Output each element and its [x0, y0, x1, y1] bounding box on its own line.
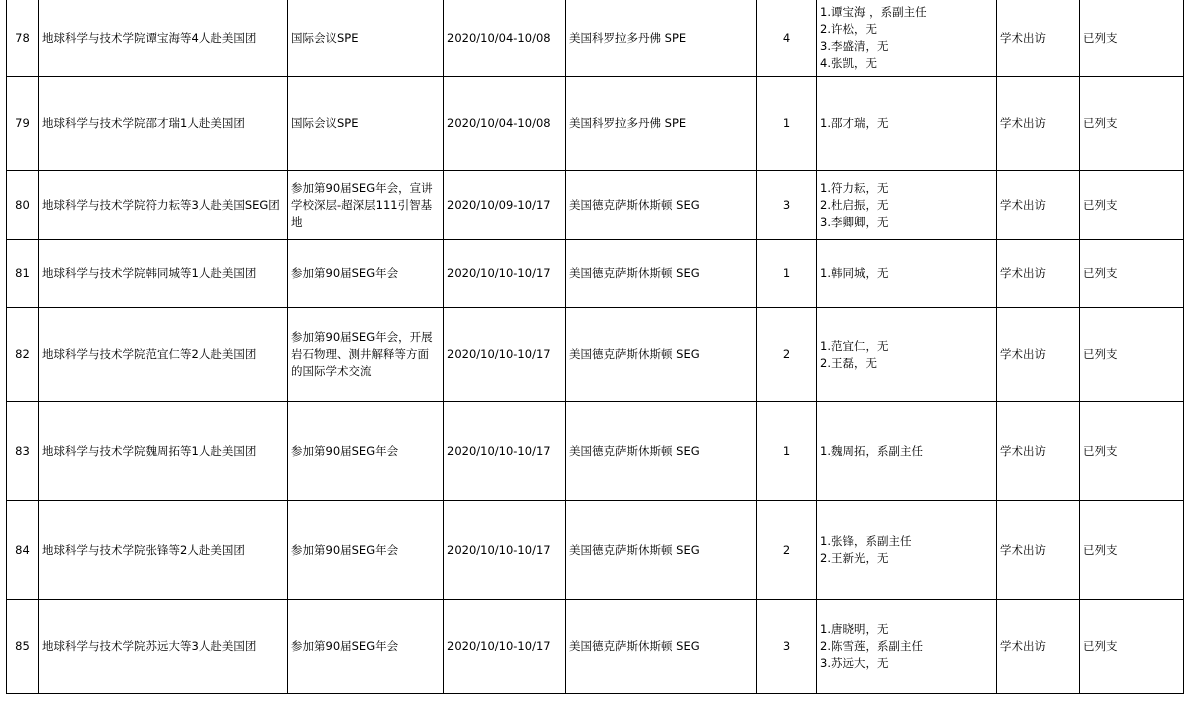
trip-dates: 2020/10/04-10/08 — [444, 0, 566, 77]
expense-status: 已列支 — [1080, 600, 1184, 694]
member-entry: 2.陈雪莲，系副主任 — [820, 639, 923, 653]
member-entry: 1.唐晓明，无 — [820, 622, 889, 636]
row-number: 79 — [7, 77, 39, 171]
member-list — [817, 402, 997, 501]
trip-purpose: 参加第90届SEG年会 — [288, 240, 444, 308]
member-list — [817, 0, 997, 77]
table-row — [7, 0, 1184, 77]
member-count: 3 — [757, 171, 817, 240]
trip-location: 美国德克萨斯休斯顿 SEG — [566, 308, 757, 402]
trip-location: 美国德克萨斯休斯顿 SEG — [566, 402, 757, 501]
trip-location: 美国科罗拉多丹佛 SPE — [566, 77, 757, 171]
trip-purpose: 国际会议SPE — [288, 0, 444, 77]
table-body — [7, 0, 1184, 694]
group-name: 地球科学与技术学院张锋等2人赴美国团 — [39, 501, 288, 600]
trip-type: 学术出访 — [997, 600, 1080, 694]
trip-dates: 2020/10/10-10/17 — [444, 402, 566, 501]
trip-location: 美国科罗拉多丹佛 SPE — [566, 0, 757, 77]
member-entry: 1.张锋，系副主任 — [820, 534, 912, 548]
row-number: 80 — [7, 171, 39, 240]
trip-type: 学术出访 — [997, 171, 1080, 240]
table-row — [7, 402, 1184, 501]
member-list — [817, 308, 997, 402]
trip-location: 美国德克萨斯休斯顿 SEG — [566, 171, 757, 240]
expense-status: 已列支 — [1080, 501, 1184, 600]
group-name: 地球科学与技术学院魏周拓等1人赴美国团 — [39, 402, 288, 501]
trip-dates: 2020/10/10-10/17 — [444, 501, 566, 600]
trip-dates: 2020/10/09-10/17 — [444, 171, 566, 240]
trip-location: 美国德克萨斯休斯顿 SEG — [566, 240, 757, 308]
member-entry: 3.李卿卿，无 — [820, 214, 889, 229]
member-count: 1 — [757, 77, 817, 171]
expense-status: 已列支 — [1080, 402, 1184, 501]
trip-type: 学术出访 — [997, 77, 1080, 171]
group-name: 地球科学与技术学院符力耘等3人赴美国SEG团 — [39, 171, 288, 240]
row-number: 78 — [7, 0, 39, 77]
member-entry: 2.许松，无 — [820, 22, 877, 36]
member-list — [817, 600, 997, 694]
member-list — [817, 240, 997, 308]
trip-purpose: 参加第90届SEG年会 — [288, 501, 444, 600]
trip-type: 学术出访 — [997, 501, 1080, 600]
member-entry: 1.范宜仁，无 — [820, 338, 889, 353]
member-count: 1 — [757, 240, 817, 308]
member-entry: 2.王磊，无 — [820, 355, 877, 370]
table-row — [7, 77, 1184, 171]
expense-status: 已列支 — [1080, 77, 1184, 171]
group-name: 地球科学与技术学院邵才瑞1人赴美国团 — [39, 77, 288, 171]
trip-dates: 2020/10/10-10/17 — [444, 600, 566, 694]
member-entry: 1.邵才瑞，无 — [820, 116, 889, 130]
table-row — [7, 600, 1184, 694]
member-entry: 1.韩同城，无 — [820, 266, 889, 280]
trip-location: 美国德克萨斯休斯顿 SEG — [566, 600, 757, 694]
table-row — [7, 308, 1184, 402]
trip-purpose: 国际会议SPE — [288, 77, 444, 171]
member-entry: 1.符力耘，无 — [820, 180, 889, 195]
row-number: 84 — [7, 501, 39, 600]
member-entry: 3.苏远大，无 — [820, 656, 889, 670]
member-entry: 1.魏周拓，系副主任 — [820, 443, 923, 458]
group-name: 地球科学与技术学院苏远大等3人赴美国团 — [39, 600, 288, 694]
expense-status: 已列支 — [1080, 0, 1184, 77]
group-name: 地球科学与技术学院谭宝海等4人赴美国团 — [39, 0, 288, 77]
member-count: 2 — [757, 308, 817, 402]
member-list — [817, 77, 997, 171]
row-number: 83 — [7, 402, 39, 501]
trip-purpose: 参加第90届SEG年会，宣讲学校深层-超深层111引智基地 — [288, 171, 444, 240]
member-entry: 2.杜启振，无 — [820, 197, 889, 212]
table-row — [7, 171, 1184, 240]
member-count: 1 — [757, 402, 817, 501]
member-count: 2 — [757, 501, 817, 600]
table-row — [7, 501, 1184, 600]
member-count: 3 — [757, 600, 817, 694]
member-entry: 4.张凯，无 — [820, 56, 877, 70]
trip-purpose: 参加第90届SEG年会 — [288, 600, 444, 694]
member-list — [817, 171, 997, 240]
trip-location: 美国德克萨斯休斯顿 SEG — [566, 501, 757, 600]
trip-type: 学术出访 — [997, 308, 1080, 402]
trip-purpose: 参加第90届SEG年会，开展岩石物理、测井解释等方面的国际学术交流 — [288, 308, 444, 402]
delegation-table — [6, 0, 1184, 694]
member-entry: 3.李盛清，无 — [820, 39, 889, 53]
trip-dates: 2020/10/10-10/17 — [444, 240, 566, 308]
group-name: 地球科学与技术学院范宜仁等2人赴美国团 — [39, 308, 288, 402]
member-entry: 1.谭宝海 ，系副主任 — [820, 5, 927, 19]
member-count: 4 — [757, 0, 817, 77]
expense-status: 已列支 — [1080, 240, 1184, 308]
table-row — [7, 240, 1184, 308]
trip-type: 学术出访 — [997, 402, 1080, 501]
row-number: 82 — [7, 308, 39, 402]
trip-purpose: 参加第90届SEG年会 — [288, 402, 444, 501]
member-list — [817, 501, 997, 600]
trip-dates: 2020/10/10-10/17 — [444, 308, 566, 402]
group-name: 地球科学与技术学院韩同城等1人赴美国团 — [39, 240, 288, 308]
expense-status: 已列支 — [1080, 308, 1184, 402]
row-number: 85 — [7, 600, 39, 694]
member-entry: 2.王新光，无 — [820, 551, 889, 565]
row-number: 81 — [7, 240, 39, 308]
expense-status: 已列支 — [1080, 171, 1184, 240]
trip-dates: 2020/10/04-10/08 — [444, 77, 566, 171]
trip-type: 学术出访 — [997, 0, 1080, 77]
trip-type: 学术出访 — [997, 240, 1080, 308]
